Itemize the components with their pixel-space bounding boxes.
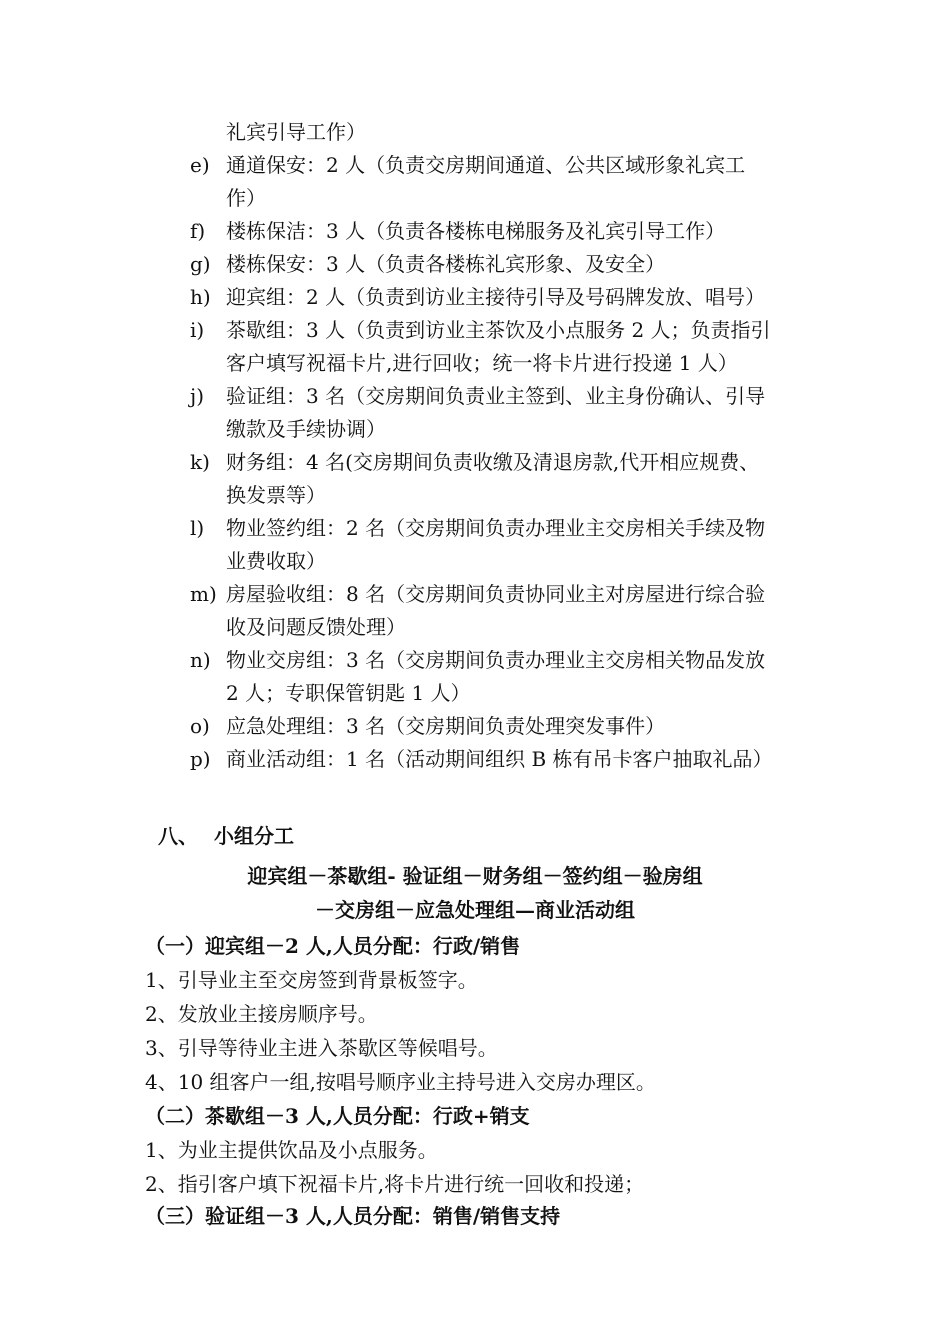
list-item-text: 楼栋保安：3 人（负责各楼栋礼宾形象、及安全） [226, 252, 666, 276]
list-item-marker: g) [190, 252, 211, 276]
list-item-marker: o) [190, 714, 210, 738]
list-item [0, 644, 826, 710]
list-item-marker: j) [190, 384, 205, 408]
list-item [0, 578, 826, 644]
section-number: 八、 [158, 824, 198, 848]
group-flow-line-1: 迎宾组－茶歇组- 验证组－财务组－签约组－验房组 [247, 864, 703, 888]
list-item [0, 710, 826, 743]
list-item-marker: i) [190, 318, 205, 342]
subsection-1-item: 3、引导等待业主进入茶歇区等候唱号。 [145, 1036, 498, 1060]
section-title: 小组分工 [214, 824, 294, 848]
list-item-text: 物业交房组：3 名（交房期间负责办理业主交房相关物品发放 [226, 648, 766, 672]
list-item-marker: m) [190, 582, 217, 606]
list-item [0, 380, 826, 446]
subsection-1-item: 1、引导业主至交房签到背景板签字。 [145, 968, 478, 992]
group-flow-line-2: －交房组－应急处理组—商业活动组 [315, 898, 635, 922]
subsection-2-item: 2、指引客户填下祝福卡片,将卡片进行统一回收和投递； [145, 1172, 645, 1196]
subsection-2-item: 1、为业主提供饮品及小点服务。 [145, 1138, 438, 1162]
list-item-marker: p) [190, 747, 211, 771]
section-heading [158, 820, 294, 849]
list-item-marker: k) [190, 450, 210, 474]
list-item [0, 314, 826, 380]
list-item-marker: h) [190, 285, 211, 309]
list-item-text: 作） [226, 186, 266, 210]
subsection-heading-1: （一）迎宾组－2 人,人员分配：行政/销售 [145, 934, 521, 958]
list-item-text: 缴款及手续协调） [226, 417, 386, 441]
subsection-1-item: 4、10 组客户一组,按唱号顺序业主持号进入交房办理区。 [145, 1070, 656, 1094]
subsection-1-item: 2、发放业主接房顺序号。 [145, 1002, 378, 1026]
list-item-text: 茶歇组：3 人（负责到访业主茶饮及小点服务 2 人；负责指引 [226, 318, 771, 342]
staffing-list [0, 116, 950, 776]
list-item-text: 2 人；专职保管钥匙 1 人） [226, 681, 471, 705]
list-item-marker: f) [190, 219, 206, 243]
list-item [0, 743, 826, 776]
list-item-text: 验证组：3 名（交房期间负责业主签到、业主身份确认、引导 [226, 384, 766, 408]
list-item [0, 446, 826, 512]
list-item-marker: l) [190, 516, 205, 540]
list-item-marker: n) [190, 648, 211, 672]
subsection-heading-2: （二）茶歇组－3 人,人员分配：行政+销支 [145, 1104, 530, 1128]
list-item-continuation: 礼宾引导工作） [226, 120, 366, 144]
list-item-text: 房屋验收组：8 名（交房期间负责协同业主对房屋进行综合验 [226, 582, 766, 606]
list-item-text: 收及问题反馈处理） [226, 615, 406, 639]
list-item-text: 通道保安：2 人（负责交房期间通道、公共区域形象礼宾工 [226, 153, 746, 177]
list-item-text: 财务组：4 名(交房期间负责收缴及清退房款,代开相应规费、 [226, 450, 760, 474]
subsection-heading-3: （三）验证组－3 人,人员分配：销售/销售支持 [145, 1204, 561, 1228]
list-item-text: 业费收取） [226, 549, 326, 573]
list-item-text: 商业活动组：1 名（活动期间组织 B 栋有吊卡客户抽取礼品） [226, 747, 773, 771]
list-item-text: 楼栋保洁：3 人（负责各楼栋电梯服务及礼宾引导工作） [226, 219, 726, 243]
list-item [0, 248, 826, 281]
list-item-text: 迎宾组：2 人（负责到访业主接待引导及号码牌发放、唱号） [226, 285, 766, 309]
list-item [0, 281, 826, 314]
list-item-text: 应急处理组：3 名（交房期间负责处理突发事件） [226, 714, 666, 738]
list-item-text: 客户填写祝福卡片,进行回收；统一将卡片进行投递 1 人） [226, 351, 738, 375]
list-item-text: 换发票等） [226, 483, 326, 507]
list-item [0, 215, 826, 248]
list-item-marker: e) [190, 153, 210, 177]
list-item [0, 149, 826, 215]
list-item [0, 512, 826, 578]
list-item-text: 物业签约组：2 名（交房期间负责办理业主交房相关手续及物 [226, 516, 766, 540]
